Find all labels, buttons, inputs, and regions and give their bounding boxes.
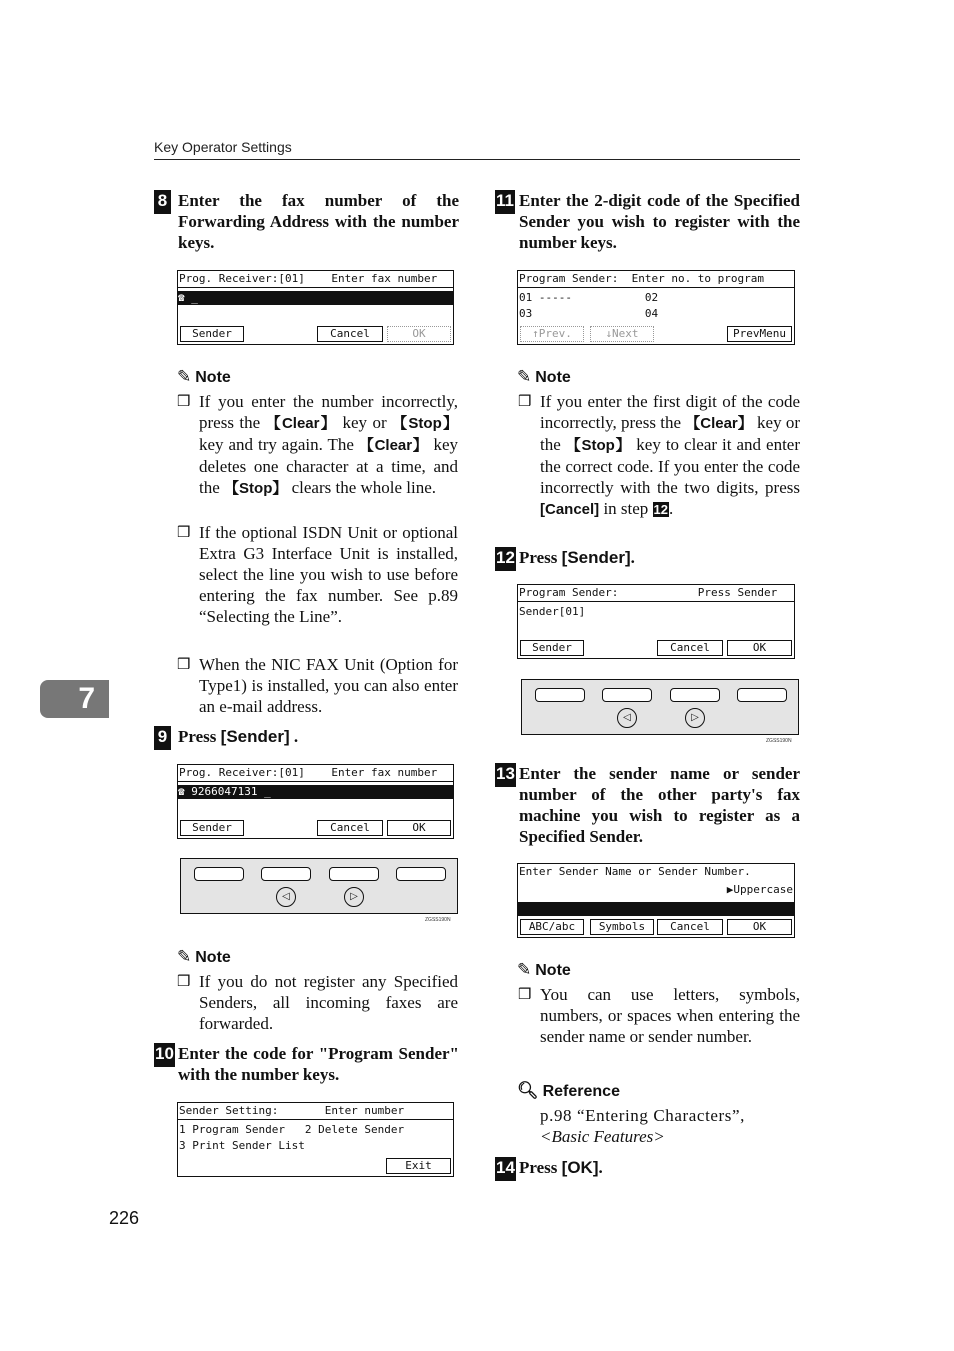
lcd-ok-button[interactable]: OK — [727, 640, 792, 656]
lcd-screen-step13 — [517, 863, 795, 938]
note-title — [177, 947, 231, 967]
note-title — [177, 367, 231, 387]
lcd-divider — [178, 287, 453, 288]
key-clear: 【Clear】 — [358, 437, 429, 454]
lcd-top-line: Prog. Receiver:[01] Enter fax number — [179, 272, 438, 285]
key-stop: 【Stop】 — [565, 437, 632, 454]
step-text: Enter the 2-digit code of the Specified Sender you wish to register with the number keys. — [519, 191, 800, 252]
lcd-screen-step11 — [517, 270, 795, 345]
lcd-cancel-button[interactable]: Cancel — [317, 326, 383, 342]
pencil-icon: ✎ — [517, 367, 532, 387]
text: If you enter the number incorrectly, press the — [199, 392, 458, 432]
reference-book: <Basic Features> — [540, 1127, 665, 1146]
left-arrow-key-icon[interactable]: ◁ — [617, 708, 637, 728]
step-text: Enter the fax number of the Forwarding Address with the number keys. — [178, 191, 459, 252]
selection-key[interactable] — [261, 867, 311, 881]
text: When the NIC FAX Unit (Option for Type1) is installed, you can also enter an e-mail address. — [199, 655, 458, 716]
text: clears the whole line. — [287, 478, 437, 497]
text: key or the — [540, 413, 800, 454]
lcd-divider — [518, 601, 794, 602]
lcd-screen-step12 — [517, 584, 795, 659]
lcd-sender-button[interactable]: Sender — [180, 326, 244, 342]
lcd-top-line: Program Sender: Press Sender — [519, 586, 778, 599]
selection-key[interactable] — [737, 688, 787, 702]
text: in step — [599, 499, 653, 518]
lcd-exit-button[interactable]: Exit — [386, 1158, 451, 1174]
step-text: Enter the sender name or sender number of the other party's fax machine you wish to register as a Specified Sender. — [519, 764, 800, 846]
pencil-icon: ✎ — [517, 960, 532, 980]
lcd-cancel-button[interactable]: Cancel — [657, 640, 723, 656]
checkbox-bullet-icon: ❒ — [518, 392, 532, 410]
lcd-prev-button[interactable]: ↑Prev. — [520, 326, 584, 342]
key-sender: [Sender] — [220, 727, 290, 746]
lcd-input-line: ☎ _ — [178, 291, 453, 305]
left-arrow-key-icon[interactable]: ◁ — [276, 887, 296, 907]
lcd-next-button[interactable]: ↓Next — [590, 326, 654, 342]
step-number: 10 — [154, 1043, 175, 1067]
selection-key[interactable] — [670, 688, 720, 702]
note-label: Note — [535, 962, 571, 979]
selection-key[interactable] — [535, 688, 585, 702]
text: . — [669, 499, 674, 518]
lcd-sender-button[interactable]: Sender — [520, 640, 584, 656]
step-number: 14 — [495, 1157, 516, 1181]
lcd-top-line: Program Sender: Enter no. to program — [519, 272, 765, 285]
selection-key[interactable] — [602, 688, 652, 702]
figure-code: ZGSS190N — [766, 738, 792, 744]
key-stop: 【Stop】 — [392, 415, 458, 432]
control-panel — [521, 679, 799, 735]
pencil-icon: ✎ — [177, 367, 192, 387]
text: Press — [178, 727, 221, 746]
reference-link[interactable]: p.98 “Entering Characters”, — [540, 1106, 746, 1125]
checkbox-bullet-icon: ❒ — [177, 523, 191, 541]
magnifier-icon: 🔍︎ — [517, 1081, 539, 1101]
lcd-abc-button[interactable]: ABC/abc — [520, 919, 584, 935]
note-item — [177, 654, 458, 717]
selection-key[interactable] — [194, 867, 244, 881]
text: You can use letters, symbols, numbers, or spaces when entering the sender name or sender number. — [540, 985, 800, 1046]
step-number: 13 — [495, 763, 516, 787]
right-arrow-key-icon[interactable]: ▷ — [685, 708, 705, 728]
text: . — [598, 1158, 603, 1177]
note-label: Note — [535, 369, 571, 386]
checkbox-bullet-icon: ❒ — [177, 392, 191, 410]
step-number: 8 — [154, 190, 171, 214]
lcd-divider — [518, 287, 794, 288]
key-ok: [OK] — [561, 1158, 599, 1177]
running-header: Key Operator Settings — [154, 139, 292, 155]
lcd-divider — [178, 781, 453, 782]
lcd-menu-line: 3 Print Sender List — [179, 1139, 305, 1152]
text: Press — [519, 548, 562, 567]
step-number: 12 — [495, 547, 516, 571]
lcd-cancel-button[interactable]: Cancel — [317, 820, 383, 836]
lcd-list-line: 03 04 — [519, 307, 659, 320]
lcd-screen-step8 — [177, 270, 454, 345]
text: . — [289, 727, 299, 746]
note-item — [518, 984, 800, 1047]
text: If you do not register any Specified Senders, all incoming faxes are forwarded. — [199, 972, 458, 1033]
lcd-input-line: ☎ 9266047131 _ — [178, 785, 453, 799]
header-rule — [154, 159, 800, 160]
step-number: 9 — [154, 726, 171, 750]
lcd-ok-button[interactable]: OK — [387, 820, 451, 836]
key-clear: 【Clear】 — [265, 415, 337, 432]
lcd-menu-line: 1 Program Sender 2 Delete Sender — [179, 1123, 405, 1136]
text: If the optional ISDN Unit or optional Extra G3 Interface Unit is installed, select the line you wish to use before entering the fax number. See p.89 “Selecting the Line”. — [199, 523, 458, 626]
step-reference: 12 — [653, 502, 669, 517]
lcd-cancel-button[interactable]: Cancel — [657, 919, 723, 935]
lcd-list-line: 01 ----- 02 — [519, 291, 659, 304]
note-title — [517, 367, 571, 387]
control-panel — [180, 858, 458, 914]
key-sender: [Sender] — [561, 548, 631, 567]
lcd-ok-button[interactable]: OK — [387, 326, 451, 342]
checkbox-bullet-icon: ❒ — [518, 985, 532, 1003]
right-arrow-key-icon[interactable]: ▷ — [344, 887, 364, 907]
lcd-mode-indicator: ▶Uppercase — [726, 883, 793, 896]
checkbox-bullet-icon: ❒ — [177, 655, 191, 673]
figure-code: ZGSS190N — [425, 917, 451, 923]
lcd-screen-step10 — [177, 1102, 454, 1177]
page-number: 226 — [109, 1208, 140, 1228]
lcd-top-line: Sender Setting: Enter number — [179, 1104, 405, 1117]
lcd-sender-line: Sender[01] — [519, 605, 586, 618]
text: . — [630, 548, 635, 567]
text: key and try again. The — [199, 435, 359, 454]
step-text — [519, 547, 635, 568]
selection-key[interactable] — [329, 867, 379, 881]
chapter-tab: 7 — [40, 680, 109, 718]
pencil-icon: ✎ — [177, 947, 192, 967]
key-cancel: [Cancel] — [540, 501, 600, 518]
lcd-top-line: Enter Sender Name or Sender Number. — [519, 865, 751, 878]
lcd-symbols-button[interactable]: Symbols — [590, 919, 654, 935]
step-text — [178, 726, 298, 747]
note-label: Note — [195, 949, 231, 966]
note-label: Note — [195, 369, 231, 386]
lcd-top-line: Prog. Receiver:[01] Enter fax number — [179, 766, 438, 779]
text: key to clear it and enter the correct code. If you enter the code incorrectly with the two digits, press — [540, 435, 800, 497]
reference-title — [517, 1081, 620, 1101]
key-stop: 【Stop】 — [224, 480, 288, 497]
note-item — [177, 391, 458, 499]
lcd-ok-button[interactable]: OK — [727, 919, 792, 935]
note-item — [177, 971, 458, 1034]
lcd-screen-step9 — [177, 764, 454, 839]
lcd-input-line — [518, 902, 794, 916]
key-clear: 【Clear】 — [685, 415, 753, 432]
step-text — [519, 1157, 603, 1178]
note-item — [518, 391, 800, 520]
selection-key[interactable] — [396, 867, 446, 881]
reference-label: Reference — [542, 1083, 620, 1100]
lcd-divider — [178, 1119, 453, 1120]
text: If you enter the first digit of the code incorrectly, press the — [540, 392, 800, 432]
step-text: Enter the code for "Program Sender" with the number keys. — [178, 1044, 459, 1084]
note-item — [177, 522, 458, 627]
text: key deletes one character at a time, and the — [199, 435, 458, 497]
checkbox-bullet-icon: ❒ — [177, 972, 191, 990]
text: Press — [519, 1158, 562, 1177]
lcd-sender-button[interactable]: Sender — [180, 820, 244, 836]
lcd-prevmenu-button[interactable]: PrevMenu — [727, 326, 792, 342]
note-title — [517, 960, 571, 980]
step-number: 11 — [495, 190, 515, 214]
text: key or — [336, 413, 393, 432]
